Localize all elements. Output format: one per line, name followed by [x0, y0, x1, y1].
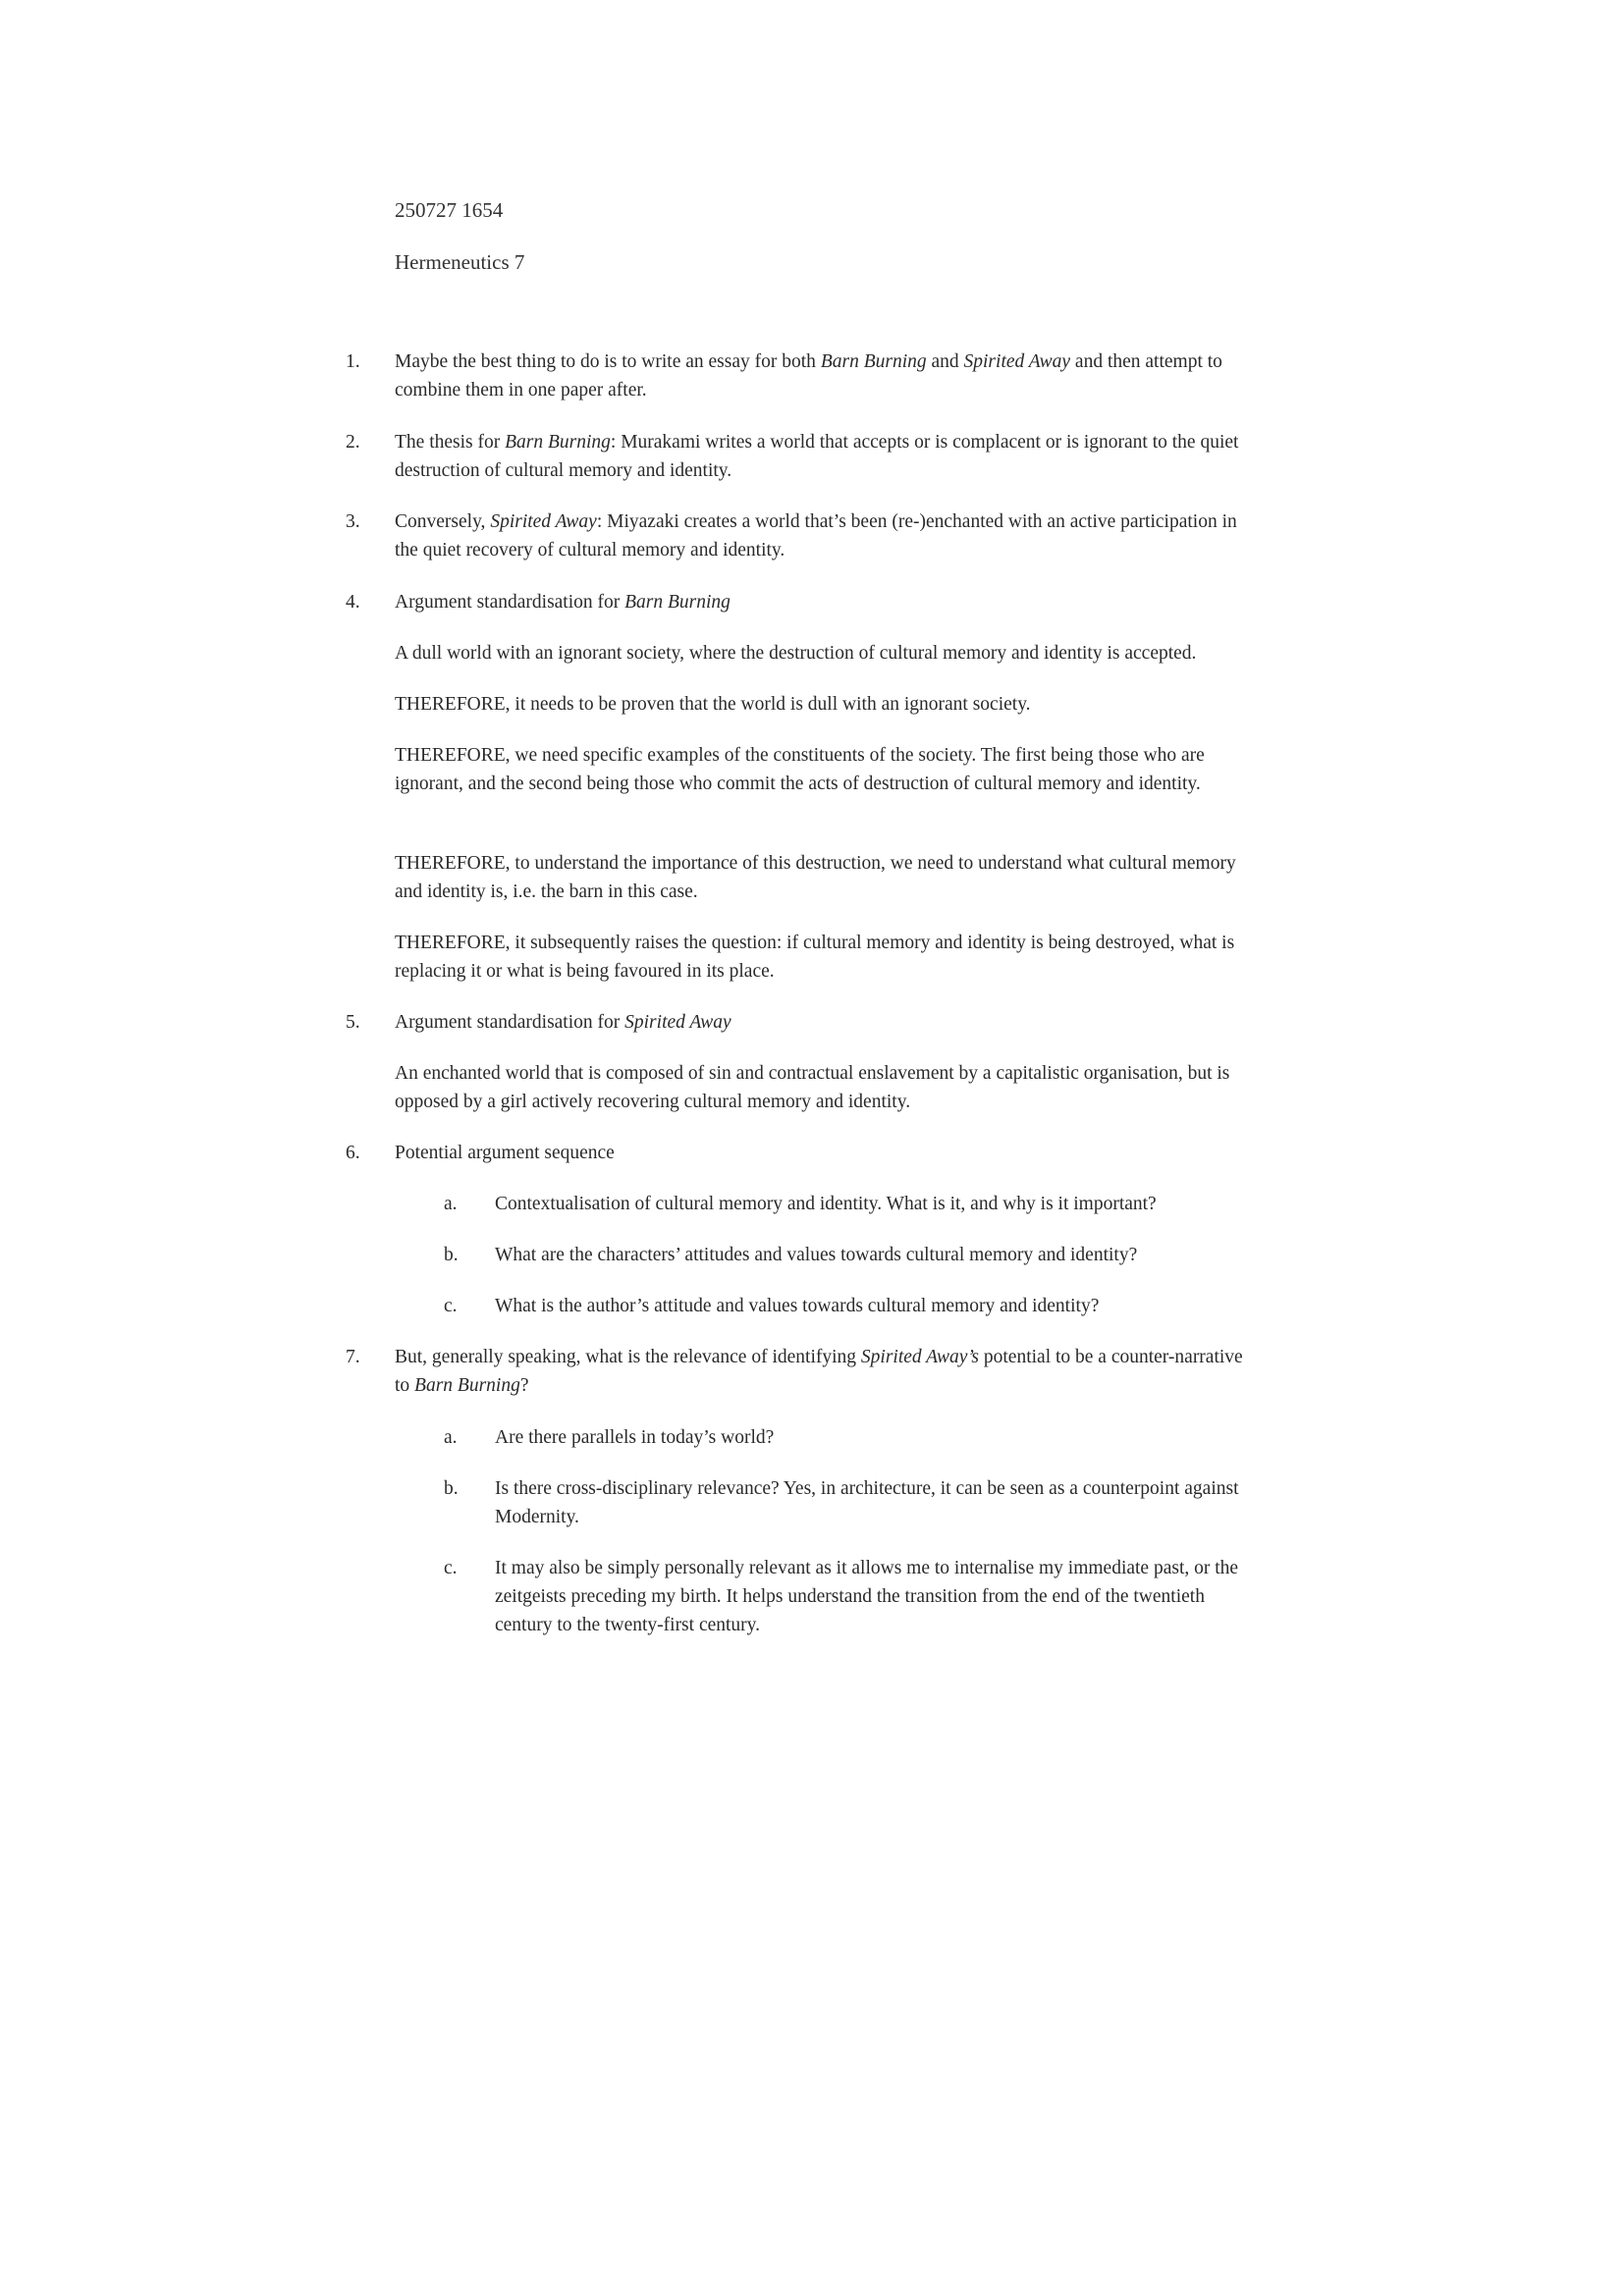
work-title: Spirited Away	[963, 351, 1071, 372]
list-number: 6.	[346, 1143, 360, 1163]
argument-paragraph: An enchanted world that is composed of sin and contractual enslavement by a capitalistic organisation, but is opposed by a girl actively recovering cultural memory and identity.	[395, 1063, 1230, 1112]
sub-item-text: What are the characters’ attitudes and values towards cultural memory and identity?	[495, 1245, 1138, 1265]
sub-letter: c.	[444, 1296, 458, 1316]
list-number: 4.	[346, 592, 360, 613]
sub-item-7a	[444, 1423, 1249, 1452]
sub-letter: b.	[444, 1245, 459, 1265]
argument-paragraph: THEREFORE, it needs to be proven that the world is dull with an ignorant society.	[395, 694, 1031, 715]
sub-letter: a.	[444, 1194, 458, 1214]
sub-item-7b	[444, 1474, 1249, 1531]
list-item-text: The thesis for Barn Burning: Murakami writes a world that accepts or is complacent or is ignorant to the quiet destruction of cultural memory and identity.	[395, 432, 1239, 481]
argument-paragraph: THEREFORE, it subsequently raises the question: if cultural memory and identity is being destroyed, what is replacing it or what is being favoured in its place.	[395, 933, 1235, 982]
document-title: Hermeneutics 7	[395, 250, 525, 274]
list-item-1	[346, 347, 1249, 404]
sub-letter: a.	[444, 1427, 458, 1448]
list-item-text: Conversely, Spirited Away: Miyazaki creates a world that’s been (re-)enchanted with an active participation in the quiet recovery of cultural memory and identity.	[395, 511, 1237, 561]
list-number: 1.	[346, 351, 360, 372]
work-title: Barn Burning	[505, 432, 611, 453]
list-number: 3.	[346, 511, 360, 532]
work-title: Barn Burning	[624, 592, 731, 613]
list-item-6	[346, 1139, 1249, 1167]
argument-paragraph: A dull world with an ignorant society, where the destruction of cultural memory and identity is accepted.	[395, 643, 1197, 664]
sub-item-6b	[444, 1241, 1249, 1269]
sub-letter: b.	[444, 1478, 459, 1499]
sub-item-7c	[444, 1554, 1249, 1639]
list-item-3	[346, 507, 1249, 564]
list-item-text: Potential argument sequence	[395, 1143, 615, 1163]
sub-item-text: It may also be simply personally relevant as it allows me to internalise my immediate past, or the zeitgeists preceding my birth. It helps understand the transition from the end of the twentieth century to the twenty-first century.	[495, 1558, 1239, 1635]
argument-paragraph: THEREFORE, to understand the importance of this destruction, we need to understand what cultural memory and identity is, i.e. the barn in this case.	[395, 853, 1236, 902]
sub-item-text: Are there parallels in today’s world?	[495, 1427, 775, 1448]
work-title: Spirited Away	[624, 1012, 731, 1033]
argument-paragraph: THEREFORE, we need specific examples of the constituents of the society. The first being those who are ignorant, and the second being those who commit the acts of destruction of cultural memory and identity.	[395, 745, 1205, 794]
sub-item-text: What is the author’s attitude and values towards cultural memory and identity?	[495, 1296, 1100, 1316]
list-item-text: But, generally speaking, what is the relevance of identifying Spirited Away’s potential to be a counter-narrative to Barn Burning?	[395, 1347, 1243, 1396]
sub-item-text: Is there cross-disciplinary relevance? Yes, in architecture, it can be seen as a counterpoint against Modernity.	[495, 1478, 1239, 1527]
work-title: Spirited Away	[490, 511, 597, 532]
list-number: 7.	[346, 1347, 360, 1367]
list-item-text: Maybe the best thing to do is to write an essay for both Barn Burning and Spirited Away and then attempt to combine them in one paper after.	[395, 351, 1222, 400]
work-title: Barn Burning	[820, 351, 927, 372]
sub-item-6a	[444, 1190, 1249, 1218]
list-item-text: Argument standardisation for Spirited Away	[395, 1012, 731, 1033]
list-item-7	[346, 1343, 1249, 1400]
list-item-4	[346, 588, 1249, 616]
sub-item-text: Contextualisation of cultural memory and identity. What is it, and why is it important?	[495, 1194, 1157, 1214]
list-item-text: Argument standardisation for Barn Burning	[395, 592, 731, 613]
document-code: 250727 1654	[395, 198, 504, 222]
list-item-5	[346, 1008, 1249, 1037]
list-item-2	[346, 428, 1249, 485]
list-number: 5.	[346, 1012, 360, 1033]
list-number: 2.	[346, 432, 360, 453]
work-title: Spirited Away’s	[860, 1347, 979, 1367]
sub-item-6c	[444, 1292, 1249, 1320]
work-title: Barn Burning	[414, 1375, 520, 1396]
sub-letter: c.	[444, 1558, 458, 1578]
